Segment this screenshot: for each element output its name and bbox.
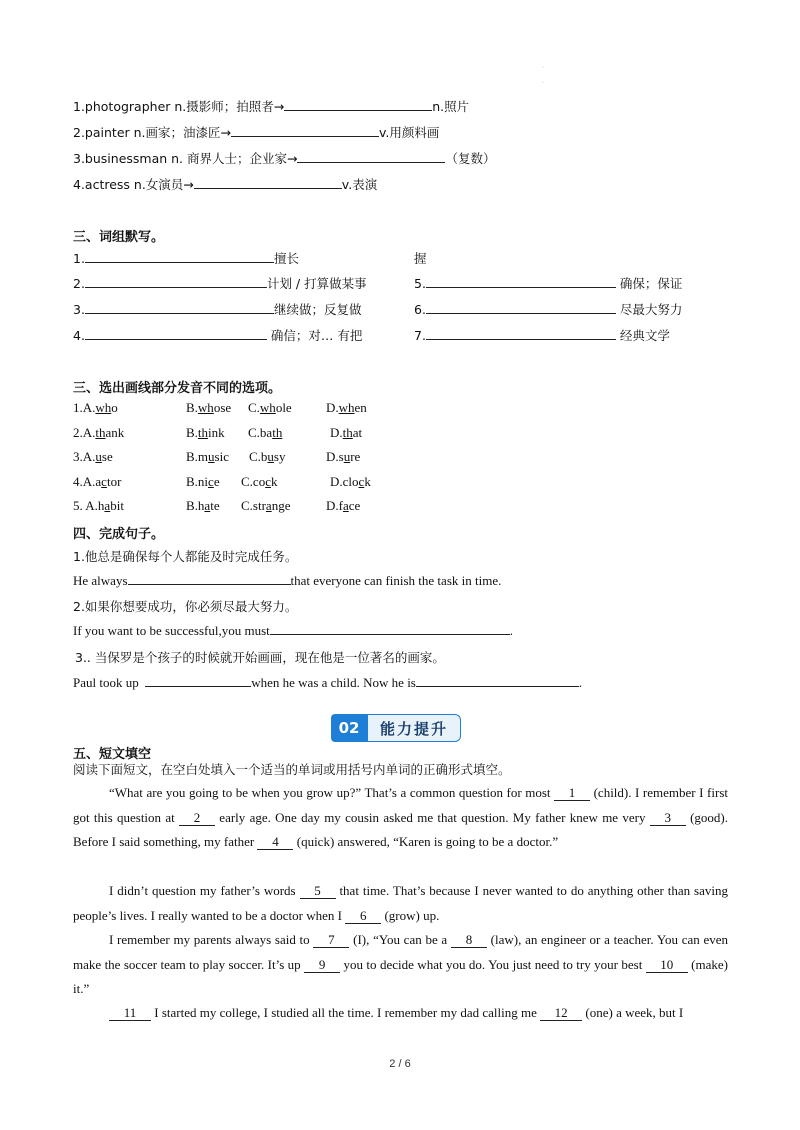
cloze-text: (child). I remember I first got this question at — [73, 785, 728, 825]
option-text: D.f — [326, 498, 343, 513]
option-text: B.m — [186, 449, 209, 464]
option-text: sy — [273, 449, 286, 464]
option-text: 3.A. — [73, 449, 96, 464]
option-text: te — [210, 498, 220, 513]
option-text: ink — [208, 424, 225, 440]
option-text: en — [354, 400, 367, 415]
pron-option[interactable] — [326, 498, 360, 514]
cloze-blank[interactable]: 2 — [179, 811, 215, 826]
underlined-sound: th — [342, 424, 353, 440]
pron-option[interactable] — [73, 449, 113, 465]
underlined-sound: u — [95, 449, 102, 464]
option-text: k — [364, 473, 371, 489]
answer-blank[interactable] — [85, 301, 274, 314]
underlined-sound: th — [272, 424, 283, 440]
cloze-instruction: 阅读下面短文，在空白处填入一个适当的单词或用括号内单词的正确形式填空。 — [73, 762, 511, 777]
cloze-paragraph-4 — [73, 1001, 728, 1026]
speck: · — [542, 80, 544, 86]
option-text: C.str — [241, 498, 266, 513]
option-text: D. — [330, 424, 343, 440]
answer-blank[interactable] — [270, 622, 510, 635]
option-text: se — [101, 449, 113, 464]
option-text: at — [352, 424, 363, 440]
cloze-text: (good). Before I said something, my father — [73, 809, 728, 849]
option-text: 4.A.a — [73, 473, 102, 489]
cloze-blank[interactable]: 6 — [345, 909, 381, 924]
cloze-blank[interactable]: 8 — [451, 933, 487, 948]
option-text: re — [350, 449, 361, 464]
pron-option[interactable] — [73, 400, 118, 416]
sentence-2-chinese: 2.如果你想要成功，你必须尽最大努力。 — [73, 599, 298, 614]
cloze-text: I started my college, I studied all the time. I remember my dad calling me — [151, 1005, 541, 1020]
cloze-text: (I), “You can be a — [349, 932, 451, 947]
cloze-paragraph-3 — [73, 928, 728, 1002]
cloze-text: (law), an engineer or a teacher. You can even make the soccer team to play soccer. It’s up — [73, 932, 728, 972]
option-text: ank — [105, 424, 125, 440]
phrase-3: 3. 继续做；反复做 — [73, 302, 362, 317]
option-text: ose — [213, 400, 232, 415]
underlined-sound: a — [342, 498, 349, 513]
sentence-1-english: He always that everyone can finish the task in time. — [73, 573, 502, 588]
underlined-sound: c — [265, 473, 271, 489]
underlined-sound: th — [197, 424, 209, 440]
cloze-blank[interactable]: 12 — [540, 1006, 582, 1021]
pron-option[interactable] — [241, 474, 277, 490]
option-text: B. — [186, 400, 198, 415]
pron-option[interactable] — [330, 474, 371, 490]
answer-blank[interactable] — [426, 301, 616, 314]
pron-option[interactable] — [326, 449, 360, 465]
underlined-sound: c — [208, 473, 214, 489]
page-number: 2 / 6 — [389, 1058, 411, 1070]
option-text: B.ni — [186, 473, 209, 489]
pron-option[interactable] — [73, 474, 121, 490]
cloze-text: (grow) up. — [381, 907, 440, 923]
pron-option[interactable] — [248, 400, 292, 416]
pron-option[interactable] — [186, 400, 231, 416]
answer-blank[interactable] — [85, 250, 274, 263]
pron-option[interactable] — [248, 425, 282, 441]
section-title-pronunciation: 三、选出画线部分发音不同的选项。 — [73, 381, 282, 396]
option-text: k — [270, 473, 278, 489]
underlined-sound: c — [101, 473, 107, 489]
sentence-2-english: If you want to be successful,you must . — [73, 623, 514, 638]
answer-blank[interactable] — [128, 572, 291, 585]
option-text: C.co — [241, 473, 266, 489]
vocab-line-1: 1.photographer n.摄影师；拍照者→ n.照片 — [73, 99, 470, 114]
answer-blank[interactable] — [284, 98, 432, 111]
underlined-sound: wh — [197, 400, 214, 415]
vocab-line-3: 3.businessman n. 商界人士；企业家→ （复数） — [73, 151, 496, 166]
answer-blank[interactable] — [231, 124, 379, 137]
option-text: ole — [275, 400, 292, 415]
underlined-sound: u — [343, 449, 351, 464]
cloze-text: that time. That’s because I never wanted to do anything other than saving people’s lives. I really wanted to be a doctor when I — [73, 883, 729, 923]
pron-option[interactable] — [73, 498, 124, 514]
cloze-paragraph-1 — [73, 781, 728, 855]
option-text: tor — [106, 473, 122, 489]
cloze-text: (one) a week, but I — [582, 1005, 684, 1020]
cloze-blank[interactable]: 7 — [313, 933, 349, 948]
option-text: C. — [248, 400, 260, 415]
underlined-sound: a — [265, 498, 272, 513]
pron-option[interactable] — [186, 474, 220, 490]
cloze-text: early age. One day my cousin asked me that question. My father knew me very — [215, 809, 650, 825]
option-text: D.clo — [330, 473, 359, 489]
answer-blank[interactable] — [145, 674, 251, 687]
answer-blank[interactable] — [297, 150, 445, 163]
answer-blank[interactable] — [426, 327, 616, 340]
cloze-blank[interactable]: 9 — [304, 958, 340, 973]
cloze-blank[interactable]: 10 — [646, 958, 688, 973]
section-title-phrases: 三、词组默写。 — [73, 230, 165, 245]
underlined-sound: wh — [259, 400, 276, 415]
cloze-blank[interactable]: 4 — [257, 835, 293, 850]
option-text: D.s — [326, 449, 344, 464]
cloze-text: “What are you going to be when you grow up?” That’s a common question for most — [109, 785, 555, 800]
phrase-2: 2. 计划 / 打算做某事 — [73, 276, 367, 291]
sentence-1-chinese: 1.他总是确保每个人都能及时完成任务。 — [73, 549, 298, 564]
underlined-sound: a — [104, 498, 111, 513]
vocab-line-4: 4.actress n.女演员→ v.表演 — [73, 177, 378, 192]
sentence-3-chinese: 3.. 当保罗是个孩子的时候就开始画画，现在他是一位著名的画家。 — [75, 650, 445, 665]
cloze-blank[interactable]: 5 — [300, 884, 336, 899]
phrase-5: 5. 确保；保证 — [414, 276, 683, 291]
option-text: 5. A.h — [73, 498, 105, 513]
option-text: C.ba — [248, 424, 273, 440]
option-text: D. — [326, 400, 339, 415]
section-title-sentences: 四、完成句子。 — [73, 527, 165, 542]
cloze-text: (make) it.” — [73, 956, 728, 996]
badge-number: 02 — [331, 714, 367, 742]
underlined-sound: wh — [338, 400, 355, 415]
pron-option[interactable] — [186, 425, 225, 441]
answer-blank[interactable] — [426, 275, 616, 288]
option-text: bit — [110, 498, 124, 513]
answer-blank[interactable] — [85, 275, 267, 288]
cloze-text: (quick) answered, “Karen is going to be a doctor.” — [293, 834, 559, 849]
option-text: C.b — [249, 449, 268, 464]
answer-blank[interactable] — [85, 327, 267, 340]
pron-option[interactable] — [326, 400, 367, 416]
cloze-blank[interactable]: 1 — [554, 786, 590, 801]
option-text: sic — [214, 449, 229, 464]
underlined-sound: a — [204, 498, 211, 513]
option-text: B. — [186, 424, 198, 440]
underlined-sound: u — [208, 449, 215, 464]
phrase-4: 4. 确信；对… 有把 — [73, 328, 363, 343]
pron-option[interactable] — [330, 425, 362, 441]
cloze-blank[interactable]: 11 — [109, 1006, 151, 1021]
speck: · — [542, 65, 544, 71]
badge-label: 能力提升 — [367, 714, 461, 742]
option-text: 2.A. — [73, 424, 96, 440]
cloze-text: I didn’t question my father’s words — [109, 883, 300, 898]
option-text: ce — [348, 498, 361, 513]
vocab-line-2: 2.painter n.画家；油漆匠→ v.用颜料画 — [73, 125, 440, 140]
pron-option[interactable] — [73, 425, 124, 441]
underlined-sound: th — [95, 424, 106, 440]
section-badge — [331, 714, 461, 742]
cloze-paragraph-2 — [73, 879, 728, 928]
underlined-sound: u — [267, 449, 274, 464]
option-text: o — [111, 400, 118, 415]
cloze-text: you to decide what you do. You just need to try your best — [340, 956, 646, 972]
option-text: 1.A. — [73, 400, 96, 415]
phrase-7: 7. 经典文学 — [414, 328, 670, 343]
phrase-right-first: 握 — [414, 251, 427, 266]
section-title-cloze: 五、短文填空 — [73, 747, 152, 762]
pron-option[interactable] — [249, 449, 285, 465]
option-text: B.h — [186, 498, 205, 513]
option-text: nge — [271, 498, 291, 513]
cloze-text: I remember my parents always said to — [109, 932, 314, 947]
phrase-6: 6. 尽最大努力 — [414, 302, 683, 317]
sentence-3-english: Paul took up when he was a child. Now he is . — [73, 675, 583, 690]
pron-option[interactable] — [186, 498, 220, 514]
underlined-sound: wh — [95, 400, 112, 415]
option-text: e — [213, 473, 220, 489]
cloze-blank[interactable]: 3 — [650, 811, 686, 826]
pron-option[interactable] — [186, 449, 229, 465]
answer-blank[interactable] — [194, 176, 342, 189]
underlined-sound: c — [358, 473, 365, 489]
answer-blank[interactable] — [416, 674, 579, 687]
pron-option[interactable] — [241, 498, 290, 514]
phrase-1: 1. 擅长 — [73, 251, 299, 266]
